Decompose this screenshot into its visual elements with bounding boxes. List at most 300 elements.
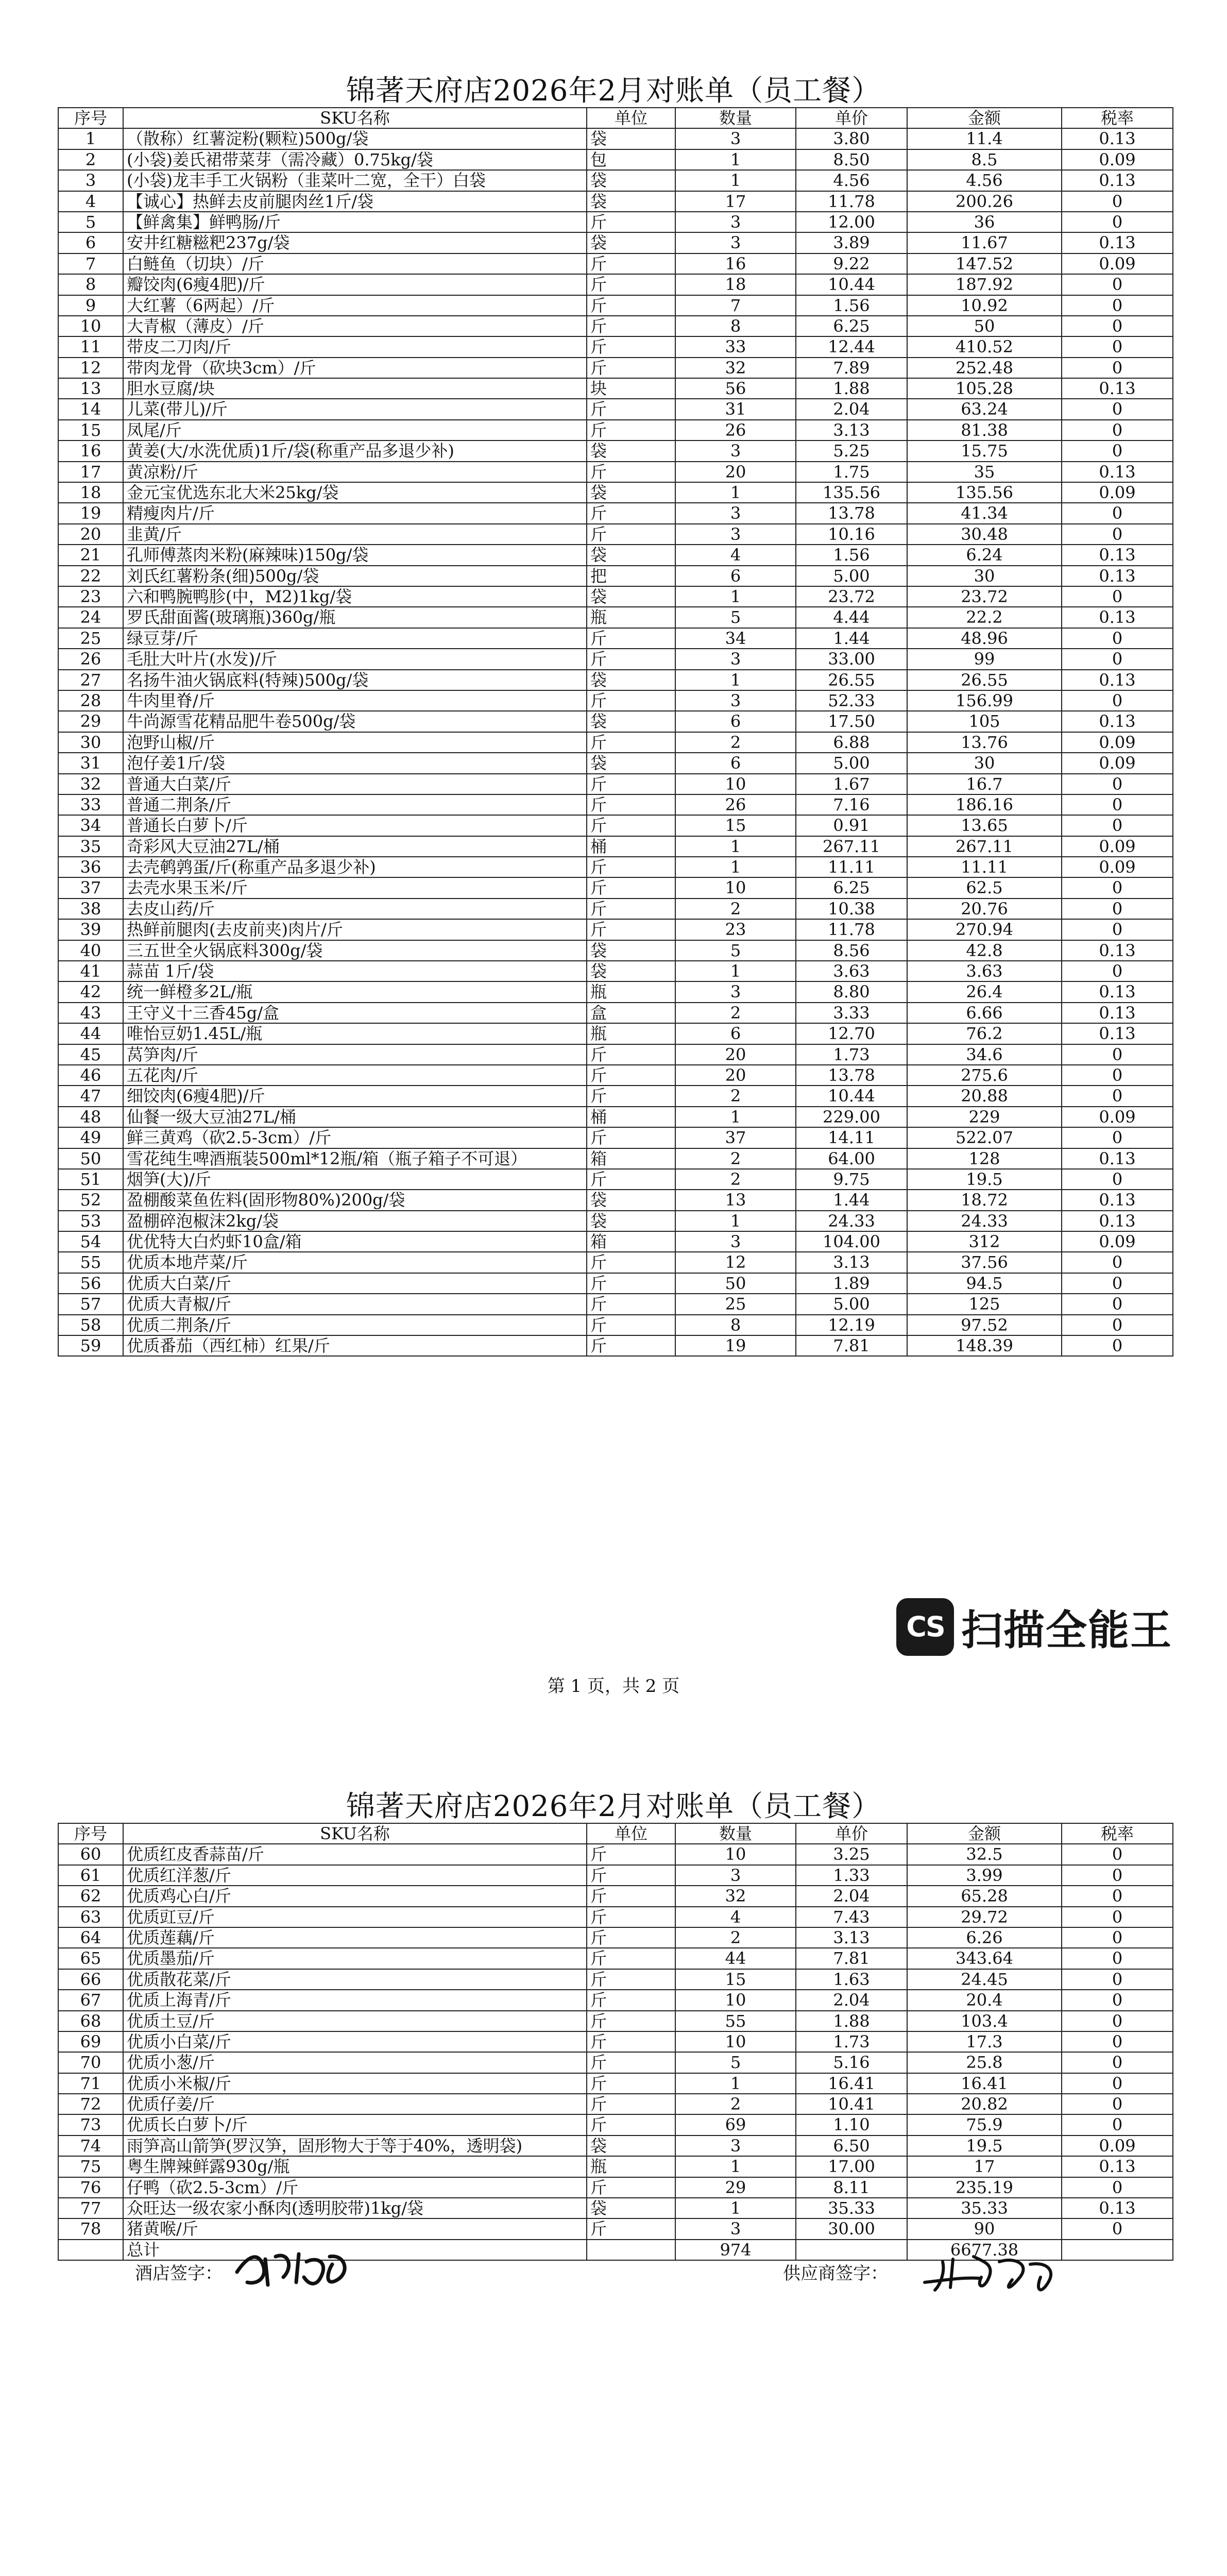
row-price: 1.89 [796,1273,907,1294]
row-amount: 29.72 [907,1907,1062,1927]
row-qty: 3 [675,232,796,253]
row-qty: 5 [675,940,796,961]
row-price: 1.67 [796,774,907,794]
row-index: 31 [58,753,123,773]
row-price: 12.70 [796,1023,907,1044]
row-sku-name: 众旺达一级农家小酥肉(透明胶带)1kg/袋 [123,2198,587,2218]
row-index: 13 [58,378,123,399]
row-amount: 26.4 [907,981,1062,1002]
row-index: 18 [58,482,123,503]
row-qty: 56 [675,378,796,399]
row-index: 9 [58,295,123,316]
table-row [58,1948,1173,1969]
row-tax: 0 [1062,2094,1173,2114]
row-unit: 斤 [587,2011,675,2031]
row-sku-name: 优质本地芹菜/斤 [123,1252,587,1273]
table-row [58,1169,1173,1190]
row-index: 19 [58,503,123,523]
row-sku-name: 三五世全火锅底料300g/袋 [123,940,587,961]
row-unit: 斤 [587,1948,675,1969]
row-index: 78 [58,2218,123,2239]
row-index: 36 [58,857,123,877]
table-row [58,794,1173,815]
row-index: 57 [58,1294,123,1314]
total-qty: 974 [675,2240,796,2260]
row-qty: 2 [675,1003,796,1023]
table-row [58,2011,1173,2031]
table-row [58,399,1173,419]
row-index: 24 [58,607,123,628]
total-label: 总计 [123,2240,587,2260]
row-amount: 270.94 [907,919,1062,940]
row-tax: 0 [1062,1315,1173,1335]
row-qty: 33 [675,336,796,357]
row-unit: 桶 [587,836,675,857]
table-row [58,1886,1173,1906]
row-unit: 斤 [587,2052,675,2073]
row-qty: 3 [675,524,796,545]
row-amount: 97.52 [907,1315,1062,1335]
row-price: 5.00 [796,1294,907,1314]
row-tax: 0.13 [1062,1023,1173,1044]
row-unit: 斤 [587,336,675,357]
row-index: 32 [58,774,123,794]
row-price: 104.00 [796,1231,907,1252]
row-price: 267.11 [796,836,907,857]
row-unit: 袋 [587,191,675,212]
row-amount: 3.99 [907,1865,1062,1886]
row-tax: 0.13 [1062,940,1173,961]
row-unit: 斤 [587,1844,675,1865]
row-index: 67 [58,1990,123,2010]
row-tax: 0 [1062,2218,1173,2239]
table-row [58,212,1173,232]
row-qty: 8 [675,1315,796,1335]
row-sku-name: 毛肚大叶片(水发)/斤 [123,649,587,669]
row-sku-name: 黄姜(大/水洗优质)1斤/袋(称重产品多退少补) [123,440,587,461]
row-sku-name: 优质大白菜/斤 [123,1273,587,1294]
row-price: 10.44 [796,1086,907,1106]
row-price: 16.41 [796,2073,907,2094]
table-row [58,524,1173,545]
row-sku-name: 蒜苗 1斤/袋 [123,961,587,981]
row-price: 1.56 [796,545,907,565]
table-row [58,253,1173,274]
row-unit: 袋 [587,545,675,565]
row-qty: 2 [675,1169,796,1190]
row-qty: 10 [675,877,796,898]
row-qty: 10 [675,1990,796,2010]
row-index: 68 [58,2011,123,2031]
row-index: 50 [58,1148,123,1169]
col-header-sku: SKU名称 [123,1823,587,1844]
row-unit: 袋 [587,670,675,690]
row-price: 11.11 [796,857,907,877]
row-sku-name: 名扬牛油火锅底料(特辣)500g/袋 [123,670,587,690]
table-row [58,836,1173,857]
page2-title: 锦著天府店2026年2月对账单（员工餐） [346,1790,881,1823]
table-row [58,1969,1173,1990]
row-unit: 斤 [587,794,675,815]
row-qty: 1 [675,149,796,170]
row-price: 3.13 [796,1252,907,1273]
row-unit: 袋 [587,232,675,253]
row-unit: 袋 [587,586,675,607]
row-sku-name: 奇彩风大豆油27L/桶 [123,836,587,857]
row-price: 7.81 [796,1335,907,1356]
row-tax: 0.13 [1062,170,1173,191]
row-index: 41 [58,961,123,981]
table-row [58,440,1173,461]
row-price: 6.50 [796,2136,907,2156]
row-unit: 瓶 [587,1023,675,1044]
row-unit: 袋 [587,128,675,149]
row-price: 1.88 [796,378,907,399]
row-qty: 2 [675,1148,796,1169]
row-tax: 0.09 [1062,753,1173,773]
table-row [58,1907,1173,1927]
row-qty: 31 [675,399,796,419]
row-tax: 0 [1062,877,1173,898]
row-amount: 187.92 [907,274,1062,295]
row-tax: 0 [1062,815,1173,836]
row-qty: 8 [675,316,796,336]
row-index: 66 [58,1969,123,1990]
total-tax-cell [1062,2240,1173,2260]
row-tax: 0 [1062,2177,1173,2198]
table-row [58,899,1173,919]
row-index: 3 [58,170,123,191]
row-amount: 522.07 [907,1127,1062,1148]
bill-table-page1 [58,107,1173,1357]
row-sku-name: 【鲜禽集】鲜鸭肠/斤 [123,212,587,232]
row-tax: 0 [1062,1886,1173,1906]
row-index: 62 [58,1886,123,1906]
row-amount: 125 [907,1294,1062,1314]
row-index: 48 [58,1107,123,1127]
row-tax: 0 [1062,212,1173,232]
row-qty: 16 [675,253,796,274]
table-row [58,462,1173,482]
row-sku-name: 五花肉/斤 [123,1065,587,1086]
row-unit: 斤 [587,1273,675,1294]
row-qty: 1 [675,1211,796,1231]
table-row [58,566,1173,586]
table-row [58,815,1173,836]
row-index: 39 [58,919,123,940]
table-row [58,1927,1173,1948]
row-price: 2.04 [796,1886,907,1906]
row-tax: 0 [1062,316,1173,336]
row-tax: 0.13 [1062,566,1173,586]
cs-logo-icon [896,1598,954,1656]
row-amount: 30 [907,566,1062,586]
table-row [58,1148,1173,1169]
row-qty: 2 [675,1927,796,1948]
row-unit: 斤 [587,2073,675,2094]
row-index: 51 [58,1169,123,1190]
row-amount: 34.6 [907,1044,1062,1065]
scanner-watermark-page1 [896,1597,1172,1656]
row-unit: 瓶 [587,2156,675,2177]
row-price: 7.16 [796,794,907,815]
row-tax: 0 [1062,919,1173,940]
table-row [58,1107,1173,1127]
row-index: 71 [58,2073,123,2094]
row-qty: 3 [675,1865,796,1886]
row-unit: 袋 [587,2136,675,2156]
row-tax: 0 [1062,774,1173,794]
row-amount: 18.72 [907,1190,1062,1210]
row-tax: 0 [1062,2052,1173,2073]
row-price: 30.00 [796,2218,907,2239]
row-tax: 0.13 [1062,378,1173,399]
row-unit: 斤 [587,1294,675,1314]
row-amount: 48.96 [907,628,1062,649]
row-price: 9.22 [796,253,907,274]
table-row [58,628,1173,649]
row-sku-name: 普通大白菜/斤 [123,774,587,794]
row-tax: 0 [1062,2011,1173,2031]
row-index: 33 [58,794,123,815]
row-sku-name: 唯怡豆奶1.45L/瓶 [123,1023,587,1044]
row-qty: 18 [675,274,796,295]
row-tax: 0.13 [1062,1190,1173,1210]
row-price: 1.63 [796,1969,907,1990]
row-sku-name: 优质红洋葱/斤 [123,1865,587,1886]
row-price: 6.88 [796,732,907,753]
total-price-cell [796,2240,907,2260]
row-unit: 袋 [587,2198,675,2218]
row-qty: 6 [675,753,796,773]
row-price: 7.89 [796,358,907,378]
table-row [58,1065,1173,1086]
row-amount: 8.5 [907,149,1062,170]
scanner-brand-text: 扫描全能王 [961,1606,1172,1654]
row-qty: 3 [675,981,796,1002]
row-unit: 斤 [587,1127,675,1148]
row-amount: 94.5 [907,1273,1062,1294]
row-index: 43 [58,1003,123,1023]
table-row [58,940,1173,961]
col-header-amount: 金额 [907,108,1062,128]
row-amount: 16.41 [907,2073,1062,2094]
row-price: 7.81 [796,1948,907,1969]
row-index: 16 [58,440,123,461]
col-header-price: 单价 [796,108,907,128]
row-index: 40 [58,940,123,961]
row-unit: 袋 [587,1211,675,1231]
row-index: 6 [58,232,123,253]
row-amount: 200.26 [907,191,1062,212]
row-sku-name: 优质长白萝卜/斤 [123,2114,587,2135]
row-qty: 1 [675,2073,796,2094]
col-header-unit: 单位 [587,108,675,128]
row-qty: 10 [675,2031,796,2052]
row-tax: 0 [1062,1273,1173,1294]
row-price: 1.73 [796,2031,907,2052]
row-index: 29 [58,711,123,732]
row-unit: 斤 [587,919,675,940]
row-sku-name: 泡仔姜1斤/袋 [123,753,587,773]
row-index: 53 [58,1211,123,1231]
row-price: 2.04 [796,399,907,419]
row-tax: 0.09 [1062,1107,1173,1127]
row-unit: 瓶 [587,607,675,628]
row-qty: 4 [675,545,796,565]
row-amount: 37.56 [907,1252,1062,1273]
row-unit: 斤 [587,628,675,649]
row-qty: 32 [675,1886,796,1906]
row-tax: 0 [1062,586,1173,607]
row-price: 1.44 [796,1190,907,1210]
row-tax: 0.09 [1062,253,1173,274]
row-amount: 35 [907,462,1062,482]
row-index: 60 [58,1844,123,1865]
row-index: 69 [58,2031,123,2052]
row-unit: 斤 [587,358,675,378]
row-qty: 2 [675,2094,796,2114]
row-unit: 箱 [587,1231,675,1252]
row-amount: 90 [907,2218,1062,2239]
table-row [58,1086,1173,1106]
row-qty: 20 [675,1065,796,1086]
row-index: 42 [58,981,123,1002]
row-sku-name: 【诚心】热鲜去皮前腿肉丝1斤/袋 [123,191,587,212]
row-index: 38 [58,899,123,919]
row-sku-name: 去壳鹌鹑蛋/斤(称重产品多退少补) [123,857,587,877]
row-qty: 3 [675,128,796,149]
row-index: 65 [58,1948,123,1969]
row-sku-name: 鲜三黄鸡（砍2.5-3cm）/斤 [123,1127,587,1148]
row-amount: 50 [907,316,1062,336]
table-row [58,232,1173,253]
col-header-amount: 金额 [907,1823,1062,1844]
col-header-index: 序号 [58,108,123,128]
row-unit: 盒 [587,1003,675,1023]
row-qty: 1 [675,836,796,857]
row-qty: 2 [675,1086,796,1106]
row-unit: 斤 [587,399,675,419]
row-price: 10.16 [796,524,907,545]
row-tax: 0 [1062,274,1173,295]
row-price: 4.44 [796,607,907,628]
row-price: 10.44 [796,274,907,295]
row-amount: 17.3 [907,2031,1062,2052]
row-sku-name: 白鲢鱼（切块）/斤 [123,253,587,274]
row-unit: 斤 [587,1086,675,1106]
row-tax: 0 [1062,358,1173,378]
row-tax: 0.13 [1062,2198,1173,2218]
row-tax: 0.09 [1062,857,1173,877]
row-amount: 267.11 [907,836,1062,857]
row-price: 52.33 [796,690,907,711]
row-index: 59 [58,1335,123,1356]
row-price: 6.25 [796,316,907,336]
col-header-tax: 税率 [1062,1823,1173,1844]
row-amount: 35.33 [907,2198,1062,2218]
row-price: 64.00 [796,1148,907,1169]
row-qty: 1 [675,857,796,877]
row-sku-name: 优质番茄（西红柿）红果/斤 [123,1335,587,1356]
table-row [58,128,1173,149]
row-tax: 0 [1062,899,1173,919]
row-amount: 13.76 [907,732,1062,753]
row-sku-name: 带肉龙骨（砍块3cm）/斤 [123,358,587,378]
row-index: 10 [58,316,123,336]
row-sku-name: 普通长白萝卜/斤 [123,815,587,836]
row-sku-name: 普通二荆条/斤 [123,794,587,815]
row-price: 1.56 [796,295,907,316]
row-unit: 斤 [587,316,675,336]
row-sku-name: 泡野山椒/斤 [123,732,587,753]
table-row [58,1231,1173,1252]
page1-footer: 第 1 页，共 2 页 [547,1676,680,1697]
table-row [58,2094,1173,2114]
row-unit: 桶 [587,1107,675,1127]
row-sku-name: 优质小米椒/斤 [123,2073,587,2094]
row-qty: 10 [675,1844,796,1865]
table-row [58,503,1173,523]
row-sku-name: 刘氏红薯粉条(细)500g/袋 [123,566,587,586]
table-row [58,1990,1173,2010]
row-amount: 19.5 [907,1169,1062,1190]
table-row [58,191,1173,212]
row-index: 30 [58,732,123,753]
row-tax: 0 [1062,1127,1173,1148]
row-qty: 3 [675,1231,796,1252]
row-tax: 0.13 [1062,711,1173,732]
table-row [58,670,1173,690]
row-unit: 块 [587,378,675,399]
row-index: 44 [58,1023,123,1044]
row-tax: 0 [1062,1865,1173,1886]
row-qty: 1 [675,482,796,503]
table-header-row [58,108,1173,128]
row-unit: 袋 [587,753,675,773]
row-amount: 32.5 [907,1844,1062,1865]
row-sku-name: 优质小葱/斤 [123,2052,587,2073]
row-price: 3.63 [796,961,907,981]
row-tax: 0 [1062,794,1173,815]
row-sku-name: 优质小白菜/斤 [123,2031,587,2052]
row-unit: 斤 [587,649,675,669]
row-tax: 0 [1062,2114,1173,2135]
row-price: 5.00 [796,753,907,773]
row-amount: 103.4 [907,2011,1062,2031]
table-row [58,2156,1173,2177]
row-tax: 0.13 [1062,232,1173,253]
row-tax: 0 [1062,2073,1173,2094]
row-index: 54 [58,1231,123,1252]
row-index: 23 [58,586,123,607]
row-sku-name: 优质莲藕/斤 [123,1927,587,1948]
row-unit: 斤 [587,1315,675,1335]
row-amount: 99 [907,649,1062,669]
row-tax: 0 [1062,2031,1173,2052]
row-tax: 0 [1062,1844,1173,1865]
row-amount: 36 [907,212,1062,232]
row-index: 1 [58,128,123,149]
row-price: 3.80 [796,128,907,149]
row-index: 12 [58,358,123,378]
row-tax: 0 [1062,1294,1173,1314]
row-index: 58 [58,1315,123,1335]
row-amount: 3.63 [907,961,1062,981]
col-header-unit: 单位 [587,1823,675,1844]
table-row [58,2136,1173,2156]
row-sku-name: 去壳水果玉米/斤 [123,877,587,898]
